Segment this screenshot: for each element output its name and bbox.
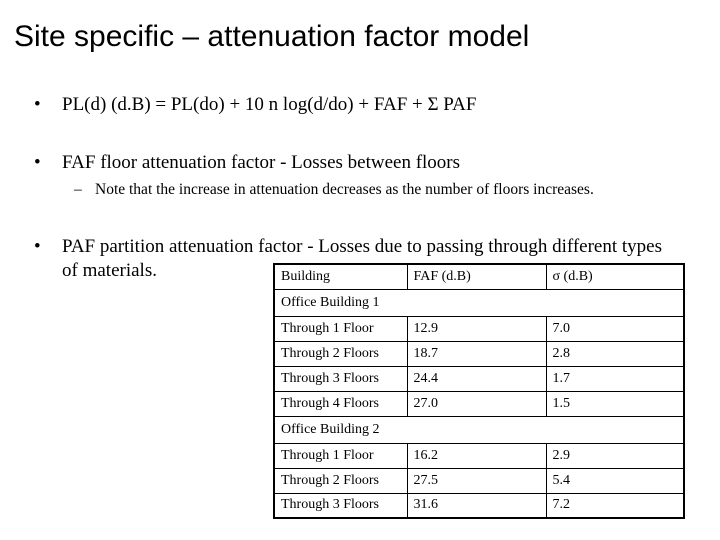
cell-sigma: 1.7 xyxy=(546,366,684,391)
cell-sigma: 2.8 xyxy=(546,341,684,366)
cell-sigma: 1.5 xyxy=(546,391,684,416)
header-building: Building xyxy=(274,264,407,289)
bullet-marker: • xyxy=(34,152,41,173)
group-label: Office Building 2 xyxy=(274,416,684,443)
bullet-marker: • xyxy=(34,236,41,257)
cell-faf: 27.5 xyxy=(407,468,546,493)
cell-faf: 16.2 xyxy=(407,443,546,468)
cell-building: Through 3 Floors xyxy=(274,366,407,391)
group-label: Office Building 1 xyxy=(274,289,684,316)
cell-sigma: 2.9 xyxy=(546,443,684,468)
sub-bullet-marker: – xyxy=(74,181,82,198)
cell-sigma: 7.0 xyxy=(546,316,684,341)
cell-building: Through 4 Floors xyxy=(274,391,407,416)
header-sigma: σ (d.B) xyxy=(546,264,684,289)
cell-faf: 18.7 xyxy=(407,341,546,366)
slide-title: Site specific – attenuation factor model xyxy=(14,20,530,53)
table-row xyxy=(274,493,684,518)
cell-faf: 27.0 xyxy=(407,391,546,416)
table-header-row xyxy=(274,264,684,289)
table-row xyxy=(274,366,684,391)
table-row xyxy=(274,316,684,341)
table-row xyxy=(274,391,684,416)
table-row xyxy=(274,443,684,468)
bullet-paf-continuation: of materials. xyxy=(62,260,157,281)
cell-faf: 12.9 xyxy=(407,316,546,341)
cell-building: Through 2 Floors xyxy=(274,341,407,366)
table-group-row xyxy=(274,289,684,316)
cell-building: Through 3 Floors xyxy=(274,493,407,518)
cell-sigma: 7.2 xyxy=(546,493,684,518)
cell-faf: 31.6 xyxy=(407,493,546,518)
table-group-row xyxy=(274,416,684,443)
header-faf: FAF (d.B) xyxy=(407,264,546,289)
cell-sigma: 5.4 xyxy=(546,468,684,493)
sub-bullet-text: Note that the increase in attenuation decreases as the number of floors increases. xyxy=(95,181,594,198)
bullet-text: PL(d) (d.B) = PL(do) + 10 n log(d/do) + FAF + Σ PAF xyxy=(62,94,477,115)
bullet-text: FAF floor attenuation factor - Losses between floors xyxy=(62,152,461,173)
cell-faf: 24.4 xyxy=(407,366,546,391)
cell-building: Through 1 Floor xyxy=(274,316,407,341)
bullet-marker: • xyxy=(34,94,41,115)
faf-table xyxy=(273,263,685,519)
cell-building: Through 2 Floors xyxy=(274,468,407,493)
table-row xyxy=(274,341,684,366)
bullet-text: PAF partition attenuation factor - Losses due to passing through different types xyxy=(62,236,662,257)
table-row xyxy=(274,468,684,493)
cell-building: Through 1 Floor xyxy=(274,443,407,468)
